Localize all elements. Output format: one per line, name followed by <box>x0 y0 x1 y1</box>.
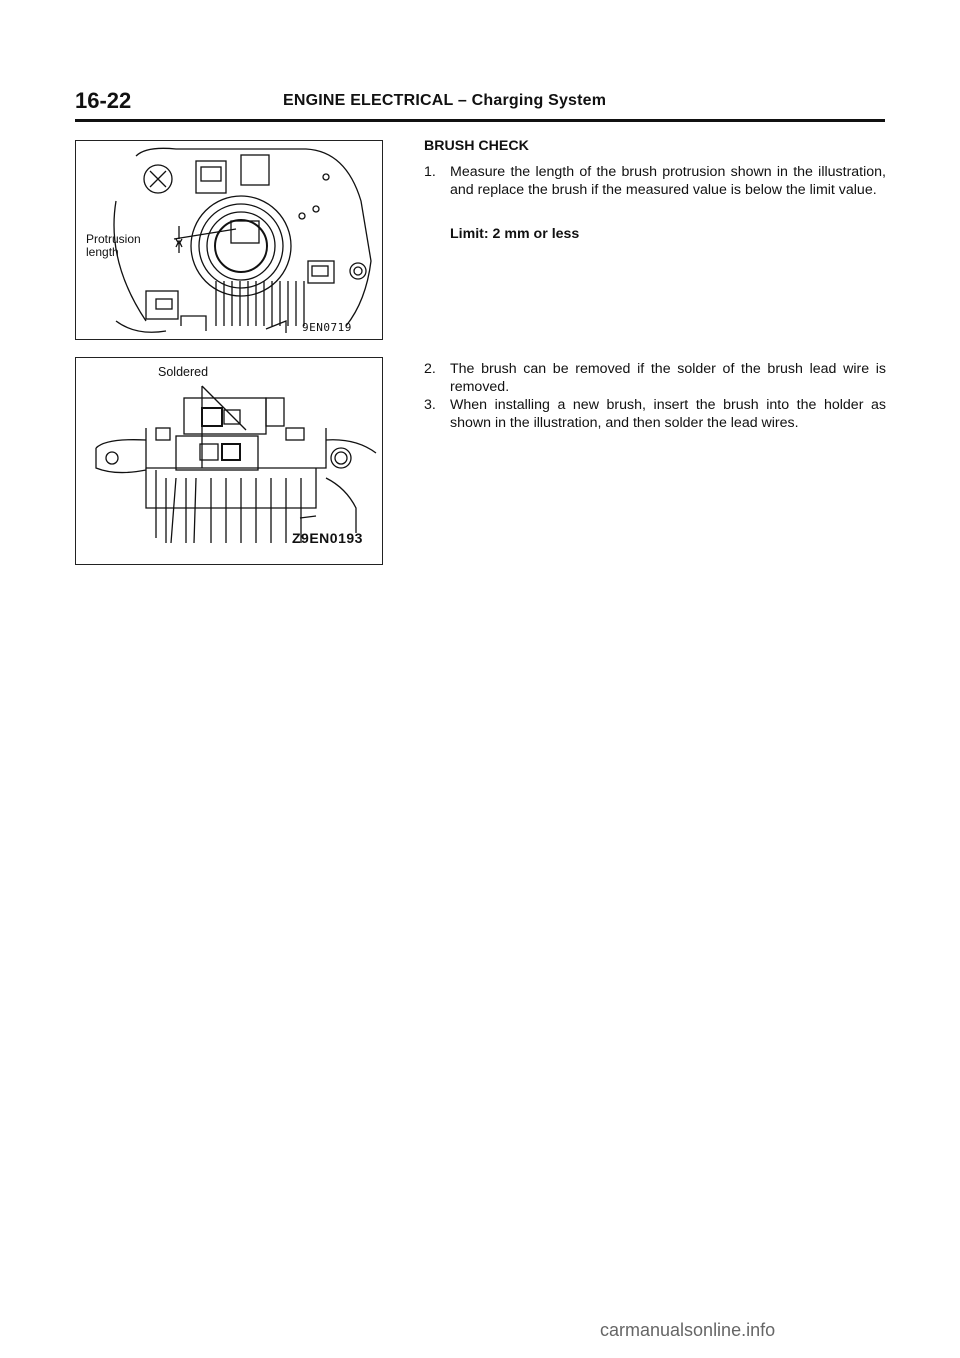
step-3 <box>424 396 886 432</box>
brush-protrusion-figure <box>75 140 383 340</box>
protrusion-label-line1: Protrusion <box>86 232 141 246</box>
step-text: Measure the length of the brush protrusion shown in the illustration, and replace the brush if the measured value is below the limit value. <box>450 164 886 198</box>
soldered-label: Soldered <box>158 365 209 379</box>
step-1 <box>424 163 886 199</box>
step-2 <box>424 360 886 396</box>
limit-value: Limit: 2 mm or less <box>450 226 580 242</box>
step-number: 2. <box>424 361 436 377</box>
step-number: 1. <box>424 164 436 180</box>
figure-code: 9EN0719 <box>302 321 352 334</box>
step-text: When installing a new brush, insert the brush into the holder as shown in the illustration, and then solder the lead wires. <box>450 397 886 431</box>
step-number: 3. <box>424 397 436 413</box>
protrusion-label <box>86 233 141 259</box>
figure-code: Z9EN0193 <box>292 530 363 546</box>
soldered-brush-figure <box>75 357 383 565</box>
watermark: carmanualsonline.info <box>600 1320 776 1340</box>
protrusion-label-line2: length <box>86 245 119 259</box>
section-title: ENGINE ELECTRICAL – Charging System <box>283 92 607 109</box>
page-number: 16-22 <box>75 88 132 113</box>
step-text: The brush can be removed if the solder of the brush lead wire is removed. <box>450 361 886 395</box>
page-header <box>75 88 885 120</box>
header-rule <box>75 119 885 122</box>
section-heading: BRUSH CHECK <box>424 138 529 154</box>
